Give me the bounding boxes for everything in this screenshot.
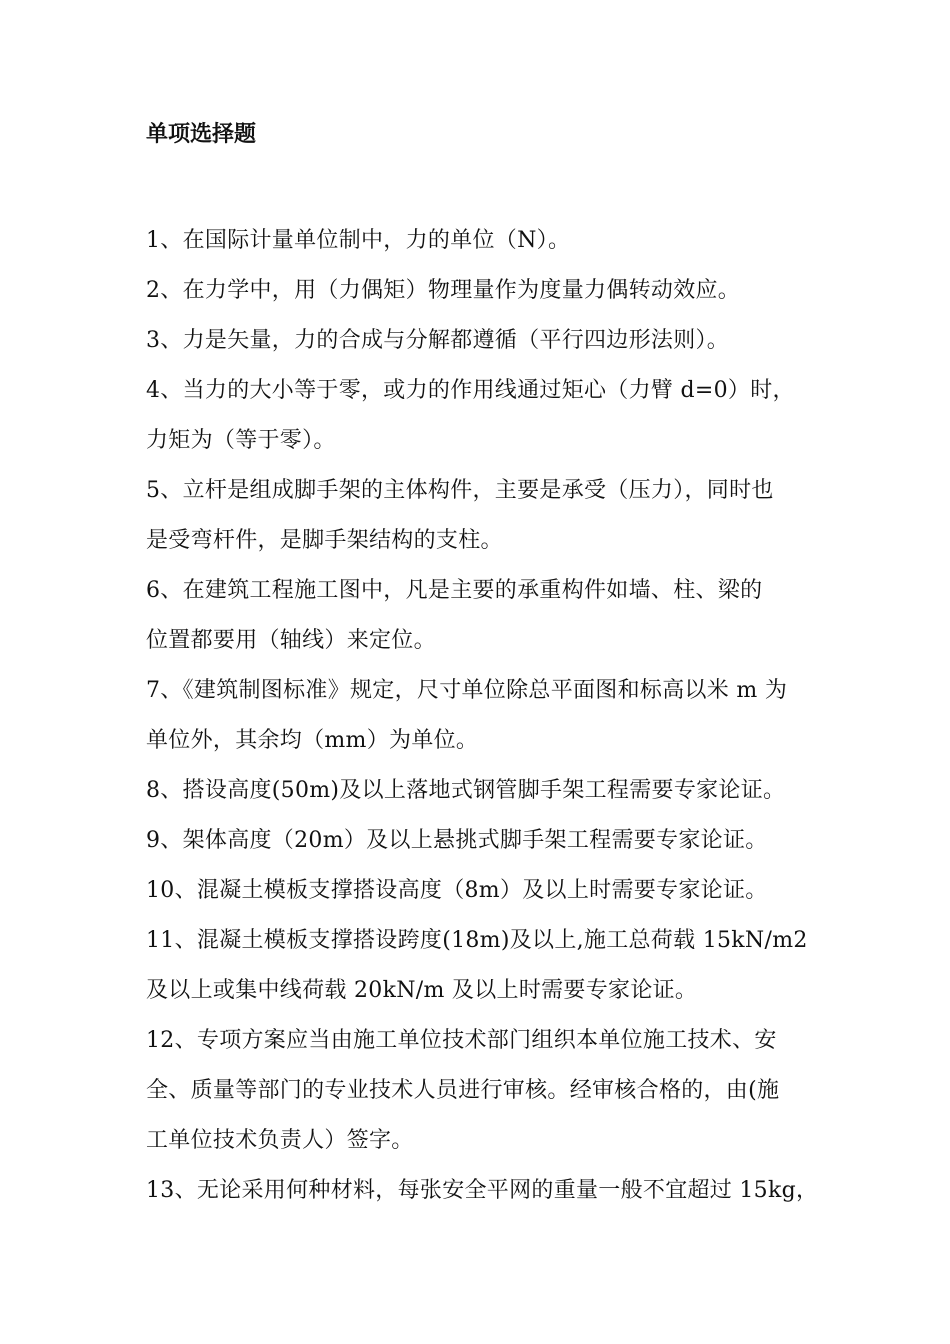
text-line: 全、质量等部门的专业技术人员进行审核。经审核合格的，由(施 <box>146 1078 780 1103</box>
text-line: 及以上或集中线荷载 20kN/m 及以上时需要专家论证。 <box>146 978 698 1003</box>
text-line: 6、在建筑工程施工图中，凡是主要的承重构件如墙、柱、梁的 <box>146 578 763 603</box>
text-line: 5、立杆是组成脚手架的主体构件，主要是承受（压力），同时也 <box>146 478 774 503</box>
text-line: 11、混凝土模板支撑搭设跨度(18m)及以上,施工总荷载 15kN/m2 <box>146 928 808 953</box>
text-line: 工单位技术负责人）签字。 <box>146 1128 414 1153</box>
text-line: 8、搭设高度(50m)及以上落地式钢管脚手架工程需要专家论证。 <box>146 778 786 803</box>
text-line: 12、专项方案应当由施工单位技术部门组织本单位施工技术、安 <box>146 1028 777 1053</box>
text-line: 13、无论采用何种材料，每张安全平网的重量一般不宜超过 15kg， <box>146 1178 819 1203</box>
text-line: 单位外，其余均（mm）为单位。 <box>146 728 479 753</box>
text-line: 4、当力的大小等于零，或力的作用线通过矩心（力臂 d=0）时， <box>146 378 795 403</box>
text-line: 7、《建筑制图标准》规定，尺寸单位除总平面图和标高以米 m 为 <box>146 678 788 703</box>
text-line: 位置都要用（轴线）来定位。 <box>146 628 436 653</box>
question-list <box>146 216 819 1216</box>
text-line: 力矩为（等于零）。 <box>146 428 336 453</box>
text-line: 9、架体高度（20m）及以上悬挑式脚手架工程需要专家论证。 <box>146 828 768 853</box>
text-line: 2、在力学中，用（力偶矩）物理量作为度量力偶转动效应。 <box>146 278 741 303</box>
text-line: 1、在国际计量单位制中，力的单位（N）。 <box>146 228 571 253</box>
text-line: 10、混凝土模板支撑搭设高度（8m）及以上时需要专家论证。 <box>146 878 768 903</box>
text-line: 是受弯杆件，是脚手架结构的支柱。 <box>146 528 503 553</box>
text-line: 3、力是矢量，力的合成与分解都遵循（平行四边形法则）。 <box>146 328 730 353</box>
section-heading: 单项选择题 <box>146 122 257 147</box>
